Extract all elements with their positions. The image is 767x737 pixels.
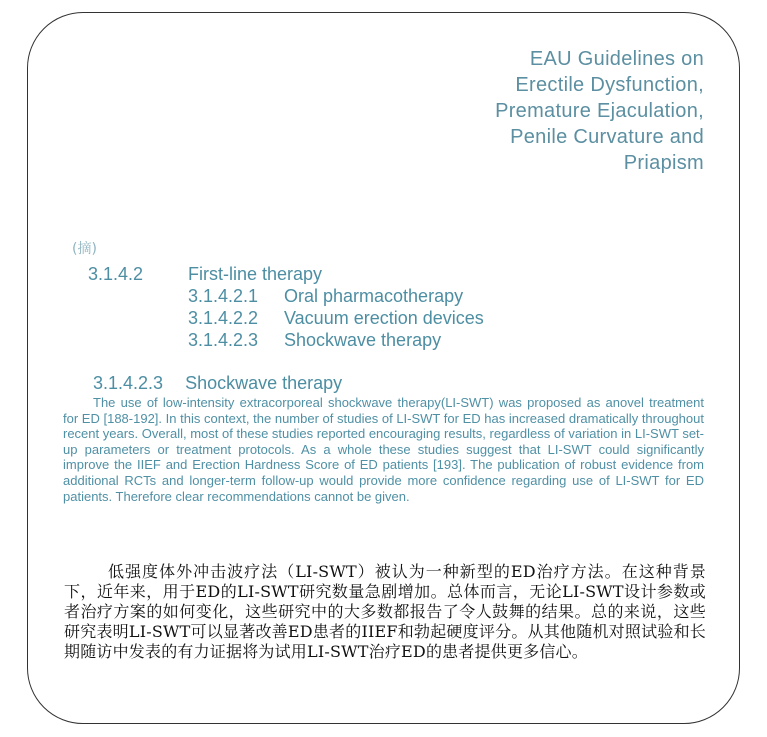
title-line: Premature Ejaculation,: [495, 100, 704, 122]
toc-main-number: 3.1.4.2: [88, 264, 144, 284]
abstract-tag: (摘): [72, 241, 97, 257]
title-line: Erectile Dysfunction,: [515, 74, 704, 96]
toc-item-title: Vacuum erection devices: [284, 308, 484, 328]
toc-main-title: First-line therapy: [188, 264, 323, 284]
toc-item-number: 3.1.4.2.1: [188, 286, 259, 306]
section-number: 3.1.4.2.3: [93, 373, 164, 393]
section-title: Shockwave therapy: [185, 373, 343, 393]
toc-item-number: 3.1.4.2.3: [188, 330, 259, 350]
toc-item-title: Shockwave therapy: [284, 330, 442, 350]
english-paragraph: The use of low-intensity extracorporeal shockwave therapy(LI-SWT) was proposed as anovel treatment for ED [188-192]. In this context, the number of studies of LI-SWT for ED has increased dramatically throughout recent years. Overall, most of these studies reported encouraging results, regardless of variation in LI-SWT set-up parameters or treatment protocols. As a whole these studies suggest that LI-SWT could significantly improve the IIEF and Erection Hardness Score of ED patients [193]. The publication of robust evidence from additional RCTs and longer-term follow-up would provide more confidence regarding use of LI-SWT for ED patients. Therefore clear recommendations cannot be given.: [63, 395, 704, 504]
toc-item-number: 3.1.4.2.2: [188, 308, 259, 328]
chinese-paragraph: 低强度体外冲击波疗法（LI-SWT）被认为一种新型的ED治疗方法。在这种背景下，近年来，用于ED的LI-SWT研究数量急剧增加。总体而言，无论LI-SWT设计参数或者治疗方案的如何变化，这些研究中的大多数都报告了令人鼓舞的结果。总的来说，这些研究表明LI-SWT可以显著改善ED患者的IIEF和勃起硬度评分。从其他随机对照试验和长期随访中发表的有力证据将为试用LI-SWT治疗ED的患者提供更多信心。: [64, 562, 706, 661]
toc-item-title: Oral pharmacotherapy: [284, 286, 464, 306]
guideline-title: [364, 46, 704, 176]
title-line: EAU Guidelines on: [529, 48, 704, 70]
title-line: Penile Curvature and: [510, 126, 704, 148]
title-line: Priapism: [623, 152, 704, 174]
section-heading: [93, 373, 342, 394]
